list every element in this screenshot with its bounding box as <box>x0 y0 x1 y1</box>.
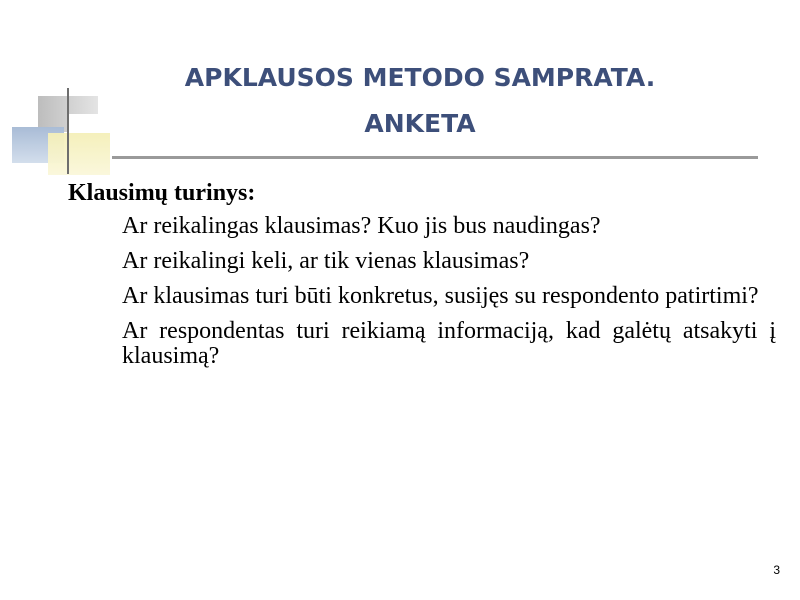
list-item: Ar klausimas turi būti konkretus, susijęs su respondento patirtimi? <box>122 283 759 309</box>
page-number: 3 <box>773 563 780 577</box>
title-divider <box>112 156 758 159</box>
list-item: Ar respondentas turi reikiamą informaciją, kad galėtų atsakyti į klausimą? <box>122 318 776 369</box>
body-heading: Klausimų turinys: <box>68 180 256 206</box>
list-item: Ar reikalingas klausimas? Kuo jis bus naudingas? <box>122 213 601 239</box>
slide-title-line2: ANKETA <box>364 109 476 138</box>
question-list <box>68 214 776 369</box>
list-item: Ar reikalingi keli, ar tik vienas klausimas? <box>122 248 530 274</box>
slide-title-line1: APKLAUSOS METODO SAMPRATA. <box>184 63 656 92</box>
decorative-square-white <box>68 114 98 132</box>
slide-body <box>68 176 776 379</box>
decorative-vertical-line <box>67 88 69 174</box>
slide-title <box>100 55 740 147</box>
